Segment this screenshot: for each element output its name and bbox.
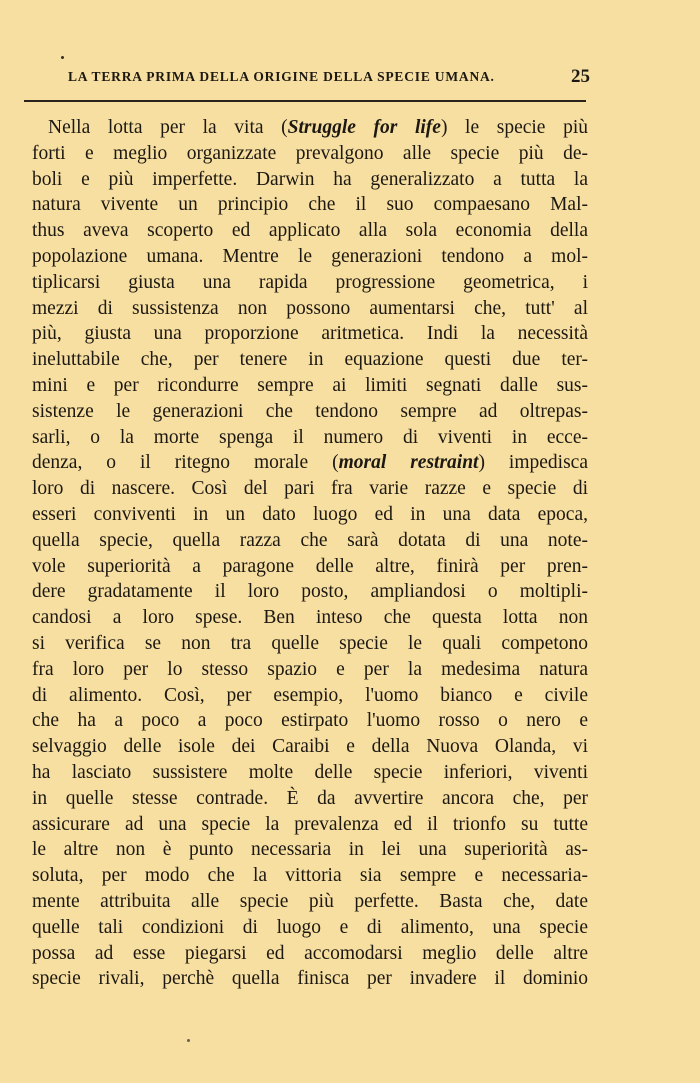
- text-line: [32, 786, 588, 812]
- text-segment: forti e meglio organizzate prevalgono alle specie più de-: [32, 142, 588, 164]
- text-line: [32, 347, 588, 373]
- running-title: LA TERRA PRIMA DELLA ORIGINE DELLA SPECIE UMANA.: [68, 69, 495, 84]
- text-segment: sistenze le generazioni che tendono sempre ad oltrepas-: [32, 400, 588, 422]
- text-line: [32, 915, 588, 941]
- page-header: [38, 66, 590, 90]
- text-segment: thus aveva scoperto ed applicato alla sola economia della: [32, 220, 588, 242]
- text-segment: mente attribuita alle specie più perfette. Basta che, date: [32, 890, 588, 912]
- text-segment: tiplicarsi giusta una rapida progressione geometrica, i: [32, 271, 588, 293]
- text-segment: di alimento. Così, per esempio, l'uomo bianco e civile: [32, 684, 588, 706]
- text-line: [32, 528, 588, 554]
- page-number: 25: [571, 66, 590, 87]
- text-line: [32, 450, 588, 476]
- text-line: [32, 270, 588, 296]
- text-line: [32, 425, 588, 451]
- text-segment: si verifica se non tra quelle specie le quali competono: [32, 632, 588, 654]
- ink-speck: [61, 56, 64, 59]
- text-line: [32, 605, 588, 631]
- text-segment: ineluttabile che, per tenere in equazione questi due ter-: [32, 349, 588, 371]
- italic-phrase: moral restraint: [338, 452, 479, 474]
- text-segment: selvaggio delle isole dei Caraibi e della Nuova Olanda, vi: [32, 736, 588, 758]
- text-line: [32, 141, 588, 167]
- text-line: [32, 966, 588, 992]
- text-segment: quelle tali condizioni di luogo e di alimento, una specie: [32, 916, 588, 938]
- text-line: [32, 708, 588, 734]
- ink-speck: [187, 1039, 190, 1042]
- text-segment: candosi a loro spese. Ben inteso che questa lotta non: [32, 607, 588, 629]
- text-line: [32, 683, 588, 709]
- text-line: [32, 812, 588, 838]
- text-segment: le altre non è punto necessaria in lei una superiorità as-: [32, 839, 588, 861]
- text-segment: loro di nascere. Così del pari fra varie razze e specie di: [32, 478, 588, 500]
- text-segment: natura vivente un principio che il suo compaesano Mal-: [32, 194, 588, 216]
- text-line: [32, 476, 588, 502]
- text-line: [32, 399, 588, 425]
- text-segment: Nella lotta per la vita (: [48, 117, 288, 138]
- text-segment: vole superiorità a paragone delle altre, finirà per pren-: [32, 555, 588, 577]
- text-segment: mini e per ricondurre sempre ai limiti segnati dalle sus-: [32, 374, 588, 396]
- text-line: [32, 192, 588, 218]
- text-segment: che ha a poco a poco estirpato l'uomo rosso o nero e: [32, 710, 588, 732]
- text-line: [32, 167, 588, 193]
- text-line: [32, 321, 588, 347]
- text-segment: soluta, per modo che la vittoria sia sempre e necessaria-: [32, 865, 588, 887]
- italic-phrase: Struggle for life: [287, 117, 441, 138]
- header-rule: [24, 100, 586, 102]
- text-segment: denza, o il ritegno morale (: [32, 452, 339, 474]
- text-segment: sarli, o la morte spenga il numero di viventi in ecce-: [32, 426, 588, 448]
- text-line: [32, 837, 588, 863]
- text-line: [32, 863, 588, 889]
- text-segment: esseri conviventi in un dato luogo ed in una data epoca,: [32, 503, 588, 525]
- text-segment: dere gradatamente il loro posto, ampliandosi o moltipli-: [32, 581, 588, 603]
- text-line: [32, 657, 588, 683]
- text-line: [32, 941, 588, 967]
- text-line: [32, 244, 588, 270]
- text-line: [32, 115, 588, 141]
- text-segment: specie rivali, perchè quella finisca per invadere il dominio: [32, 968, 588, 990]
- text-line: [32, 502, 588, 528]
- text-line: [32, 631, 588, 657]
- text-segment: ) impedisca: [478, 452, 588, 474]
- text-line: [32, 760, 588, 786]
- text-segment: quella specie, quella razza che sarà dotata di una note-: [32, 529, 588, 551]
- text-segment: più, giusta una proporzione aritmetica. Indi la necessità: [32, 323, 588, 345]
- text-segment: in quelle stesse contrade. È da avvertire ancora che, per: [32, 787, 588, 809]
- text-segment: ) le specie più: [440, 117, 588, 138]
- text-segment: mezzi di sussistenza non possono aumentarsi che, tutt' al: [32, 297, 588, 319]
- text-line: [32, 554, 588, 580]
- text-line: [32, 296, 588, 322]
- body-text: [32, 115, 588, 992]
- text-line: [32, 734, 588, 760]
- text-line: [32, 218, 588, 244]
- text-segment: fra loro per lo stesso spazio e per la medesima natura: [32, 658, 588, 680]
- text-line: [32, 889, 588, 915]
- text-segment: popolazione umana. Mentre le generazioni tendono a mol-: [32, 245, 588, 267]
- text-segment: possa ad esse piegarsi ed accomodarsi meglio delle altre: [32, 942, 588, 964]
- text-segment: ha lasciato sussistere molte delle specie inferiori, viventi: [32, 761, 588, 783]
- text-line: [32, 373, 588, 399]
- text-segment: boli e più imperfette. Darwin ha generalizzato a tutta la: [32, 168, 588, 190]
- text-segment: assicurare ad una specie la prevalenza ed il trionfo su tutte: [32, 813, 588, 835]
- text-line: [32, 579, 588, 605]
